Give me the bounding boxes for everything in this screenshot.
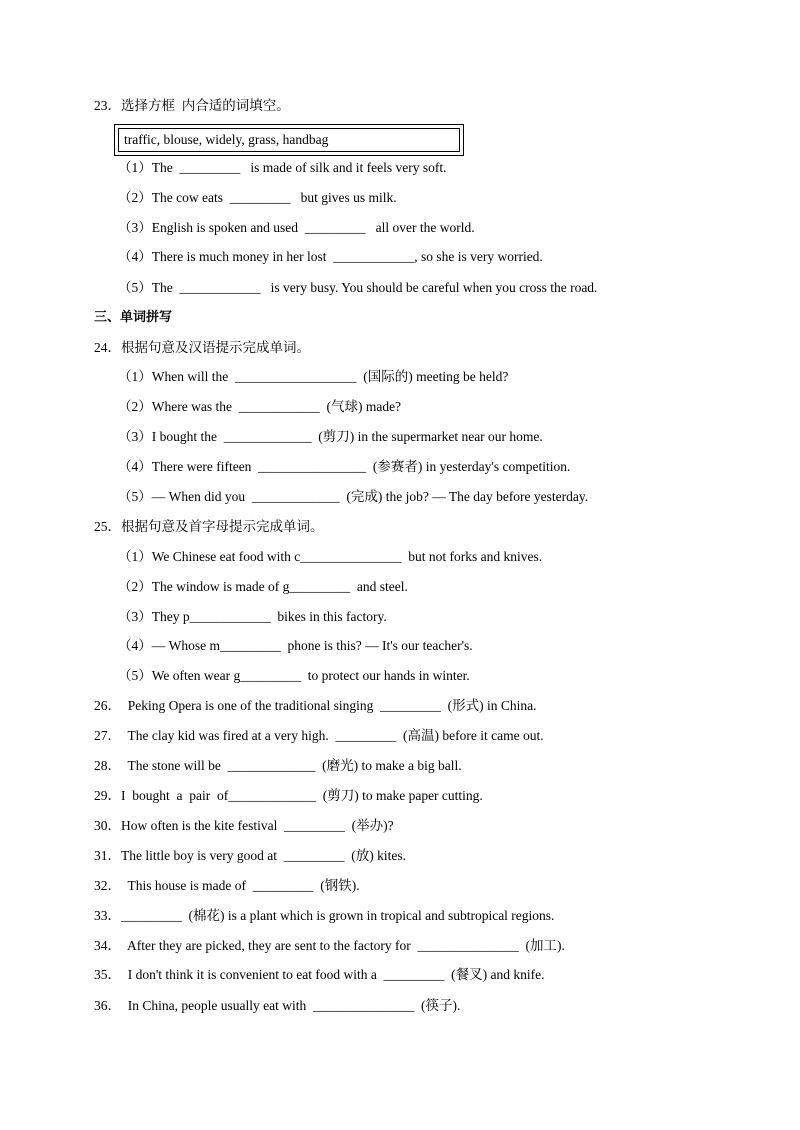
q25-item-5: （5）We often wear g_________ to protect our hands in winter. xyxy=(118,668,470,683)
question-25-title: 25．根据句意及首字母提示完成单词。 xyxy=(94,519,324,534)
question-28: 28． The stone will be _____________ (磨光) to make a big ball. xyxy=(94,758,462,773)
q23-item-5: （5）The ____________ is very busy. You should be careful when you cross the road. xyxy=(118,280,598,295)
question-26: 26． Peking Opera is one of the traditional singing _________ (形式) in China. xyxy=(94,698,537,713)
question-30: 30．How often is the kite festival _________ (举办)? xyxy=(94,818,394,833)
q23-item-2: （2）The cow eats _________ but gives us milk. xyxy=(118,190,397,205)
q24-item-3: （3）I bought the _____________ (剪刀) in the supermarket near our home. xyxy=(118,429,543,444)
question-27: 27． The clay kid was fired at a very high. _________ (高温) before it came out. xyxy=(94,728,544,743)
question-33: 33．_________ (棉花) is a plant which is grown in tropical and subtropical regions. xyxy=(94,908,555,923)
q23-item-1: （1）The _________ is made of silk and it feels very soft. xyxy=(118,160,447,175)
q25-item-1: （1）We Chinese eat food with c_______________ but not forks and knives. xyxy=(118,549,543,564)
q24-item-5: （5）— When did you _____________ (完成) the job? — The day before yesterday. xyxy=(118,489,589,504)
question-31: 31．The little boy is very good at _________ (放) kites. xyxy=(94,848,406,863)
q23-item-3: （3）English is spoken and used _________ all over the world. xyxy=(118,220,475,235)
q24-item-4: （4）There were fifteen ________________ (参赛者) in yesterday's competition. xyxy=(118,459,571,474)
question-36: 36． In China, people usually eat with _______________ (筷子). xyxy=(94,998,461,1013)
q23-item-4: （4）There is much money in her lost ____________, so she is very worried. xyxy=(118,249,543,264)
q24-item-1: （1）When will the __________________ (国际的) meeting be held? xyxy=(118,369,509,384)
question-35: 35． I don't think it is convenient to eat food with a _________ (餐叉) and knife. xyxy=(94,967,545,982)
question-34: 34． After they are picked, they are sent to the factory for _______________ (加工). xyxy=(94,938,565,953)
question-24-title: 24．根据句意及汉语提示完成单词。 xyxy=(94,340,310,355)
q25-item-2: （2）The window is made of g_________ and steel. xyxy=(118,579,408,594)
section-heading: 三、单词拼写 xyxy=(94,310,173,325)
q25-item-4: （4）— Whose m_________ phone is this? — It's our teacher's. xyxy=(118,638,473,653)
word-box xyxy=(114,124,464,156)
q25-item-3: （3）They p____________ bikes in this factory. xyxy=(118,609,387,624)
question-29: 29．I bought a pair of_____________ (剪刀) to make paper cutting. xyxy=(94,788,483,803)
question-32: 32． This house is made of _________ (钢铁). xyxy=(94,878,360,893)
q24-item-2: （2）Where was the ____________ (气球) made? xyxy=(118,399,402,414)
word-box-text: traffic, blouse, widely, grass, handbag xyxy=(118,128,460,152)
question-23-title: 23．选择方框 内合适的词填空。 xyxy=(94,98,290,113)
